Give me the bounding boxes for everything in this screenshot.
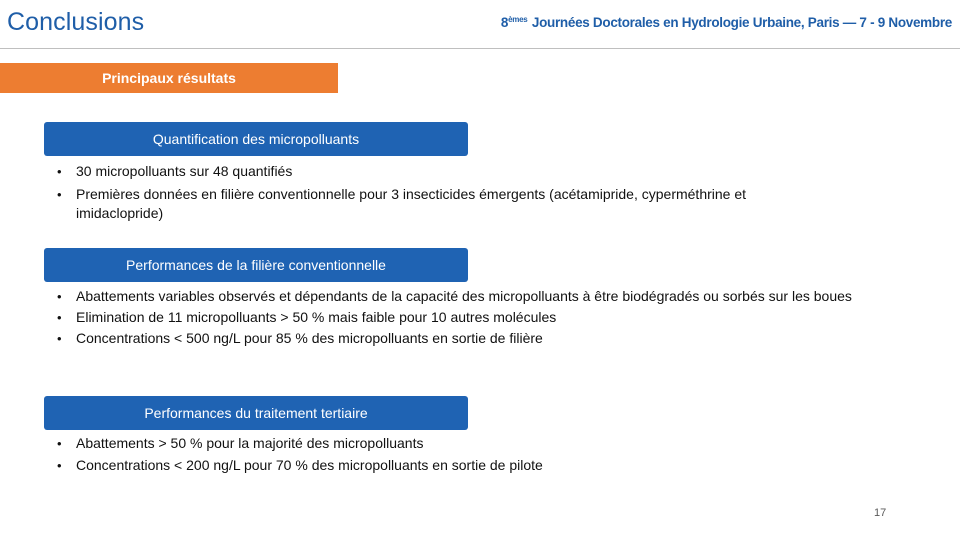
conference-ordinal: 8 — [500, 15, 509, 30]
list-item: • 30 micropolluants sur 48 quantifiés — [54, 162, 874, 181]
bullet-list-tertiary — [54, 434, 854, 479]
conference-title — [501, 15, 952, 30]
section-heading-tertiary: Performances du traitement tertiaire — [44, 396, 468, 430]
list-item: • Abattements > 50 % pour la majorité des micropolluants — [54, 434, 854, 453]
header-divider — [0, 48, 960, 49]
slide-title: Conclusions — [7, 8, 145, 36]
list-item: • Elimination de 11 micropolluants > 50 % mais faible pour 10 autres molécules — [54, 308, 854, 327]
bullet-list-conventional — [54, 287, 854, 352]
section-heading-conventional: Performances de la filière conventionnelle — [44, 248, 468, 282]
results-banner: Principaux résultats — [0, 63, 338, 93]
list-item: • Concentrations < 200 ng/L pour 70 % des micropolluants en sortie de pilote — [54, 456, 854, 475]
page-number: 17 — [874, 507, 887, 519]
list-item: • Abattements variables observés et dépendants de la capacité des micropolluants à être biodégradés ou sorbés sur les boues — [54, 287, 854, 306]
section-heading-quantification: Quantification des micropolluants — [44, 122, 468, 156]
bullet-list-quantification — [54, 162, 874, 226]
conference-rest: Journées Doctorales en Hydrologie Urbaine, Paris — 7 - 9 Novembre — [528, 15, 952, 30]
conference-superscript: èmes — [508, 15, 528, 24]
list-item: • Concentrations < 500 ng/L pour 85 % des micropolluants en sortie de filière — [54, 329, 854, 348]
list-item: • Premières données en filière conventionnelle pour 3 insecticides émergents (acétamipride, cyperméthrine et imidaclopride) — [54, 185, 874, 223]
